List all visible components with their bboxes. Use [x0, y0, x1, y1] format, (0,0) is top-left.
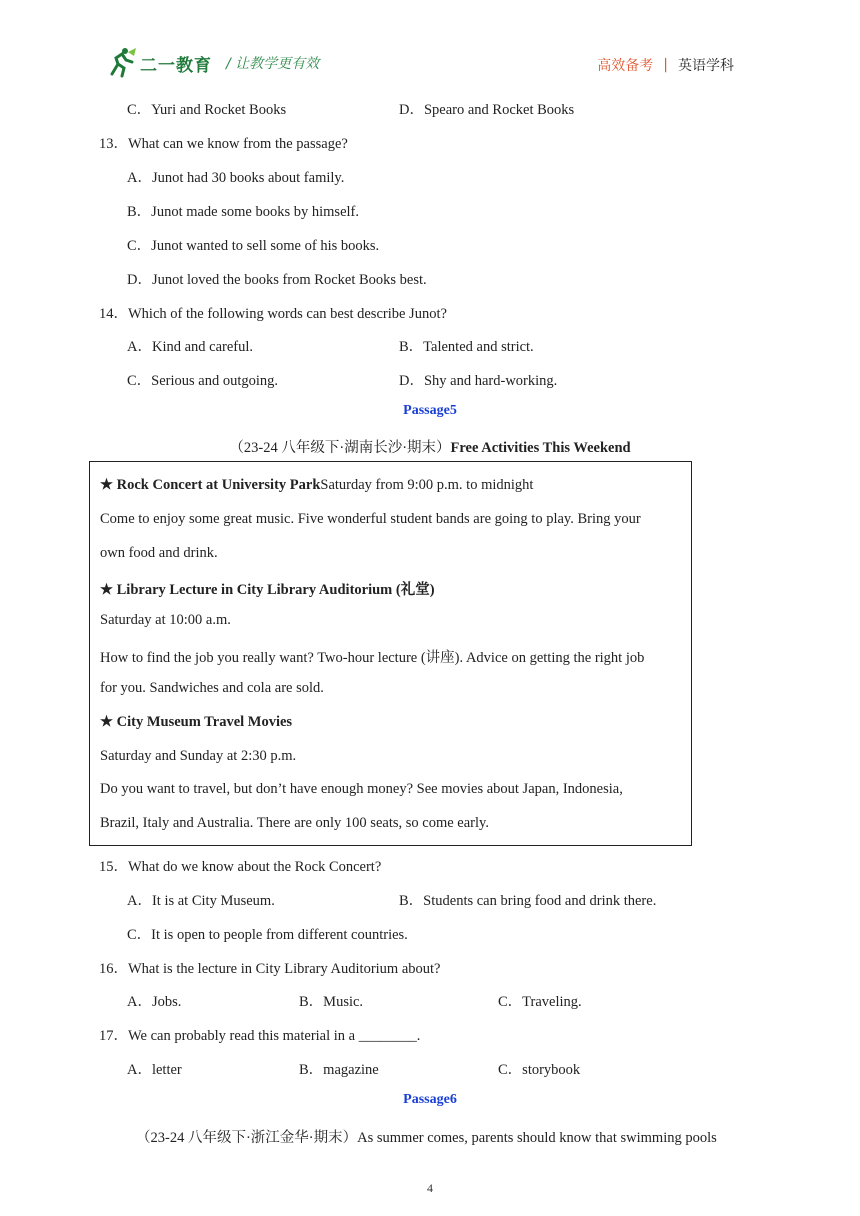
page-header: [0, 0, 860, 90]
q12-option-d: D．Spearo and Rocket Books: [399, 102, 575, 118]
q17-option-a: A．letter: [127, 1062, 182, 1078]
event1-desc-line2: own food and drink.: [100, 545, 218, 561]
header-tag-subject: 英语学科: [678, 58, 734, 74]
passage6-title: Passage6: [403, 1092, 457, 1107]
event3-desc-line1: Do you want to travel, but don’t have enough money? See movies about Japan, Indonesia,: [100, 781, 623, 797]
q14-option-b: B．Talented and strict.: [399, 339, 534, 355]
q16-option-a: A．Jobs.: [127, 994, 182, 1010]
q15-stem: 15．What do we know about the Rock Concert?: [99, 859, 382, 875]
event1-desc-line1: Come to enjoy some great music. Five wonderful student bands are going to play. Bring your: [100, 511, 641, 527]
passage5-source-line: [0, 436, 860, 457]
brand-logo: [104, 46, 319, 80]
page-number: 4: [427, 1181, 433, 1195]
q16-option-c: C．Traveling.: [498, 994, 582, 1010]
passage5-source: （23-24 八年级下·湖南长沙·期末）: [229, 440, 451, 456]
event1-line: [100, 477, 533, 494]
q15-option-b: B．Students can bring food and drink there.: [399, 893, 657, 909]
event3-time: Saturday and Sunday at 2:30 p.m.: [100, 748, 297, 764]
q13-stem: 13．What can we know from the passage?: [99, 136, 348, 152]
q15-option-a: A．It is at City Museum.: [127, 893, 275, 909]
event3-title: ★ City Museum Travel Movies: [100, 714, 293, 730]
header-tags: [597, 55, 734, 75]
q16-option-b: B．Music.: [299, 994, 364, 1010]
running-figure-icon: [104, 46, 138, 80]
event1-time: Saturday from 9:00 p.m. to midnight: [320, 477, 534, 493]
q16-stem: 16．What is the lecture in City Library Auditorium about?: [99, 961, 441, 977]
q14-option-a: A．Kind and careful.: [127, 339, 254, 355]
q13-option-b: B．Junot made some books by himself.: [127, 204, 359, 220]
q17-option-c: C．storybook: [498, 1062, 581, 1078]
header-separator: |: [663, 57, 668, 73]
event3-desc-line2: Brazil, Italy and Australia. There are only 100 seats, so come early.: [100, 815, 489, 831]
brand-name: 二一教育: [140, 55, 212, 76]
event1-title: ★ Rock Concert at University Park: [100, 477, 321, 493]
q14-option-c: C．Serious and outgoing.: [127, 373, 279, 389]
passage6-first-line: [136, 1126, 717, 1147]
q13-option-a: A．Junot had 30 books about family.: [127, 170, 345, 186]
q17-stem: 17．We can probably read this material in a ________.: [99, 1028, 421, 1044]
event2-desc-line2: for you. Sandwiches and cola are sold.: [100, 680, 324, 696]
q14-stem: 14．Which of the following words can best describe Junot?: [99, 306, 447, 322]
q17-option-b: B．magazine: [299, 1062, 379, 1078]
event2-title: ★ Library Lecture in City Library Auditorium (礼堂): [100, 582, 435, 598]
passage6-text: As summer comes, parents should know that swimming pools: [357, 1130, 717, 1146]
q13-option-d: D．Junot loved the books from Rocket Books best.: [127, 272, 427, 288]
passage5-heading: Free Activities This Weekend: [450, 440, 631, 456]
q15-option-c: C．It is open to people from different countries.: [127, 927, 408, 943]
event2-time: Saturday at 10:00 a.m.: [100, 612, 231, 628]
q13-option-c: C．Junot wanted to sell some of his books.: [127, 238, 380, 254]
q12-option-c: C．Yuri and Rocket Books: [127, 102, 287, 118]
passage6-source: （23-24 八年级下·浙江金华·期末）: [136, 1130, 358, 1146]
activities-box: [89, 461, 692, 846]
header-tag-exam: 高效备考: [597, 58, 654, 74]
brand-slogan: / 让教学更有效: [226, 56, 320, 72]
passage5-title: Passage5: [403, 403, 457, 418]
q14-option-d: D．Shy and hard-working.: [399, 373, 558, 389]
event2-desc-line1: How to find the job you really want? Two-hour lecture (讲座). Advice on getting the right job: [100, 650, 645, 666]
